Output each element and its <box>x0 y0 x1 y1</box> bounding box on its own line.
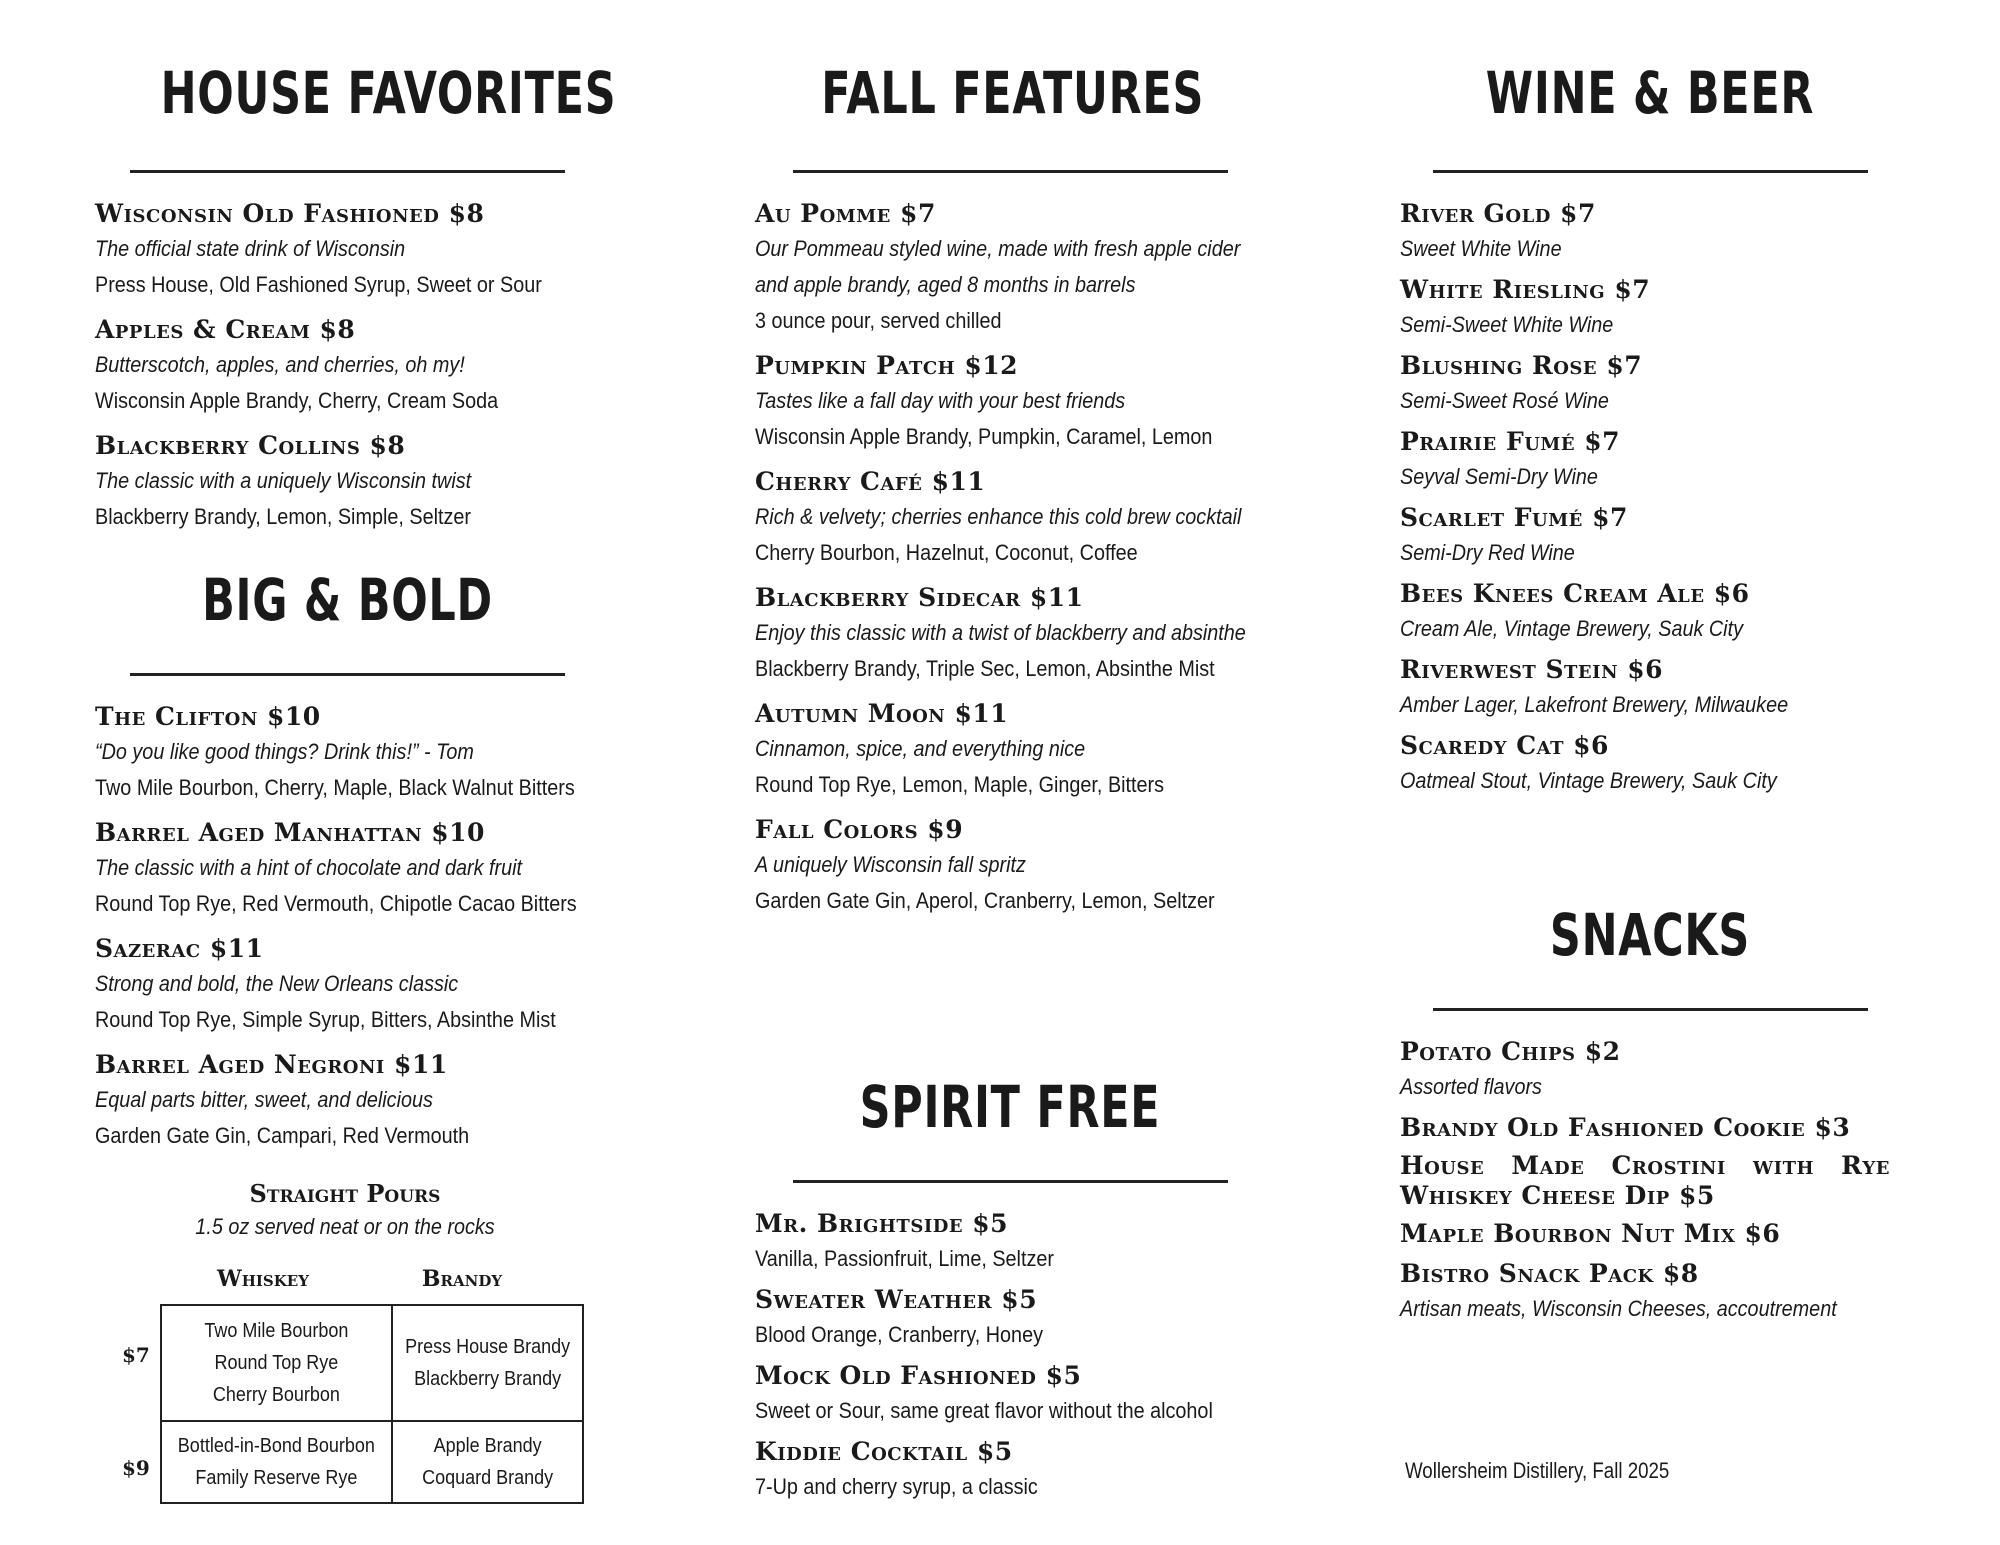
brandy-column-header: Brandy <box>421 1266 503 1292</box>
item-title: Bees Knees Cream Ale $6 <box>1400 579 1750 608</box>
fall-features-list <box>755 197 1265 919</box>
wine-beer-section <box>1400 58 1900 805</box>
item-title: Blushing Rose $7 <box>1400 351 1643 380</box>
cell-line: Bottled-in-Bond Bourbon <box>177 1435 375 1457</box>
menu-item <box>755 349 1265 455</box>
item-ingredients: Cherry Bourbon, Hazelnut, Coconut, Coffee <box>755 540 1138 565</box>
spirit-free-section <box>755 1072 1265 1511</box>
menu-item <box>95 932 600 1038</box>
item-ingredients: Wisconsin Apple Brandy, Cherry, Cream Soda <box>95 388 499 413</box>
spirit-free-list <box>755 1207 1265 1505</box>
item-title: Wisconsin Old Fashioned $8 <box>95 199 485 228</box>
menu-item <box>1400 1035 1900 1105</box>
menu-item <box>95 429 600 535</box>
table-row <box>161 1421 583 1503</box>
table-cell <box>392 1421 583 1503</box>
item-title: River Gold $7 <box>1400 199 1596 228</box>
item-title: Blackberry Collins $8 <box>95 431 406 460</box>
item-ingredients: Vanilla, Passionfruit, Lime, Seltzer <box>755 1246 1054 1271</box>
fall-features-heading: FALL FEATURES <box>821 59 1205 127</box>
item-ingredients: Blood Orange, Cranberry, Honey <box>755 1322 1043 1347</box>
menu-item <box>755 1435 1265 1505</box>
item-ingredients: Blackberry Brandy, Lemon, Simple, Seltzer <box>95 504 471 529</box>
big-bold-heading: BIG & BOLD <box>202 566 493 634</box>
big-bold-list <box>95 700 600 1154</box>
cell-line: Press House Brandy <box>404 1336 570 1358</box>
menu-item <box>1400 1111 1900 1145</box>
house-favorites-heading: HOUSE FAVORITES <box>160 59 617 127</box>
item-title: House Made Crostini with Rye Whiskey Cheese Dip $5 <box>1400 1151 1890 1210</box>
item-description: Semi-Sweet White Wine <box>1400 312 1614 337</box>
item-description: The classic with a hint of chocolate and dark fruit <box>95 855 523 880</box>
footer-text: Wollersheim Distillery, Fall 2025 <box>1405 1458 1670 1483</box>
menu-item <box>1400 1257 1900 1327</box>
item-title: Blackberry Sidecar $11 <box>755 583 1084 612</box>
item-title: The Clifton $10 <box>95 702 321 731</box>
item-description: Butterscotch, apples, and cherries, oh my! <box>95 352 465 377</box>
cell-line: Cherry Bourbon <box>212 1384 340 1406</box>
item-ingredients: Round Top Rye, Lemon, Maple, Ginger, Bitters <box>755 772 1165 797</box>
item-ingredients: Two Mile Bourbon, Cherry, Maple, Black Walnut Bitters <box>95 775 575 800</box>
house-favorites-list <box>95 197 600 535</box>
item-title: Bistro Snack Pack $8 <box>1400 1259 1699 1288</box>
menu-item <box>95 197 600 303</box>
item-ingredients: 7-Up and cherry syrup, a classic <box>755 1474 1038 1499</box>
item-title: Fall Colors $9 <box>755 815 964 844</box>
table-cell <box>161 1305 392 1421</box>
snacks-section <box>1400 900 1900 1333</box>
item-title: Potato Chips $2 <box>1400 1037 1621 1066</box>
menu-item <box>1400 197 1900 267</box>
wine-beer-heading: WINE & BEER <box>1485 59 1815 127</box>
item-ingredients: Garden Gate Gin, Aperol, Cranberry, Lemon, Seltzer <box>755 888 1215 913</box>
item-title: White Riesling $7 <box>1400 275 1651 304</box>
item-description: Artisan meats, Wisconsin Cheeses, accoutrement <box>1400 1296 1837 1321</box>
straight-pours-subtitle: 1.5 oz served neat or on the rocks <box>195 1214 495 1239</box>
item-description: A uniquely Wisconsin fall spritz <box>755 852 1026 877</box>
snacks-heading: SNACKS <box>1549 901 1751 969</box>
menu-item <box>755 1359 1265 1429</box>
item-description: Semi-Sweet Rosé Wine <box>1400 388 1609 413</box>
item-description: Cream Ale, Vintage Brewery, Sauk City <box>1400 616 1743 641</box>
item-description: Sweet White Wine <box>1400 236 1562 261</box>
item-title: Maple Bourbon Nut Mix $6 <box>1400 1219 1781 1248</box>
menu-item <box>95 700 600 806</box>
menu-item <box>755 697 1265 803</box>
menu-item <box>1400 1217 1900 1251</box>
item-description: The official state drink of Wisconsin <box>95 236 406 261</box>
item-description: Equal parts bitter, sweet, and delicious <box>95 1087 433 1112</box>
straight-pours-section <box>110 1178 580 1518</box>
item-ingredients: Garden Gate Gin, Campari, Red Vermouth <box>95 1123 470 1148</box>
item-ingredients: Press House, Old Fashioned Syrup, Sweet or Sour <box>95 272 542 297</box>
fall-features-section <box>755 58 1265 929</box>
menu-item <box>95 313 600 419</box>
item-title: Kiddie Cocktail $5 <box>755 1437 1013 1466</box>
wine-beer-list <box>1400 197 1900 799</box>
menu-item <box>1400 1151 1900 1211</box>
divider <box>1433 1008 1868 1011</box>
menu-item <box>1400 425 1900 495</box>
item-description: “Do you like good things? Drink this!” - Tom <box>95 739 474 764</box>
item-title: Barrel Aged Manhattan $10 <box>95 818 485 847</box>
item-description: The classic with a uniquely Wisconsin twist <box>95 468 472 493</box>
divider <box>130 673 565 676</box>
table-cell <box>392 1305 583 1421</box>
item-title: Scarlet Fumé $7 <box>1400 503 1628 532</box>
cell-line: Coquard Brandy <box>421 1467 553 1489</box>
menu-item <box>1400 729 1900 799</box>
divider <box>793 170 1228 173</box>
item-description: Tastes like a fall day with your best friends <box>755 388 1126 413</box>
item-ingredients: 3 ounce pour, served chilled <box>755 308 1002 333</box>
spirit-free-heading: SPIRIT FREE <box>859 1073 1161 1141</box>
price-label: $9 <box>122 1456 150 1480</box>
menu-item <box>755 581 1265 687</box>
menu-item <box>1400 501 1900 571</box>
cell-line: Blackberry Brandy <box>413 1368 561 1390</box>
item-ingredients: Blackberry Brandy, Triple Sec, Lemon, Absinthe Mist <box>755 656 1215 681</box>
item-description: and apple brandy, aged 8 months in barrels <box>755 272 1136 297</box>
item-description: Seyval Semi-Dry Wine <box>1400 464 1598 489</box>
cell-line: Apple Brandy <box>433 1435 542 1457</box>
item-description: Semi-Dry Red Wine <box>1400 540 1575 565</box>
menu-item <box>1400 273 1900 343</box>
menu-item <box>95 816 600 922</box>
item-title: Cherry Café $11 <box>755 467 986 496</box>
cell-line: Family Reserve Rye <box>195 1467 358 1489</box>
item-title: Riverwest Stein $6 <box>1400 655 1664 684</box>
item-ingredients: Round Top Rye, Red Vermouth, Chipotle Cacao Bitters <box>95 891 577 916</box>
menu-item <box>1400 653 1900 723</box>
item-title: Barrel Aged Negroni $11 <box>95 1050 448 1079</box>
divider <box>793 1180 1228 1183</box>
price-label: $7 <box>122 1343 150 1367</box>
menu-item <box>1400 577 1900 647</box>
item-title: Mock Old Fashioned $5 <box>755 1361 1082 1390</box>
item-title: Prairie Fumé $7 <box>1400 427 1621 456</box>
divider <box>1433 170 1868 173</box>
cell-line: Round Top Rye <box>214 1352 339 1374</box>
straight-pours-table <box>160 1304 584 1504</box>
menu-item <box>755 813 1265 919</box>
menu-item <box>755 197 1265 339</box>
item-description: Rich & velvety; cherries enhance this cold brew cocktail <box>755 504 1242 529</box>
whiskey-column-header: Whiskey <box>217 1266 309 1292</box>
item-title: Sazerac $11 <box>95 934 264 963</box>
item-title: Pumpkin Patch $12 <box>755 351 1019 380</box>
menu-item <box>1400 349 1900 419</box>
item-description: Amber Lager, Lakefront Brewery, Milwaukee <box>1400 692 1789 717</box>
item-title: Apples & Cream $8 <box>95 315 356 344</box>
item-description: Assorted flavors <box>1400 1074 1542 1099</box>
item-ingredients: Round Top Rye, Simple Syrup, Bitters, Absinthe Mist <box>95 1007 556 1032</box>
straight-pours-title: Straight Pours <box>249 1179 441 1208</box>
item-title: Scaredy Cat $6 <box>1400 731 1609 760</box>
item-title: Sweater Weather $5 <box>755 1285 1038 1314</box>
big-bold-section <box>95 565 600 1164</box>
item-title: Mr. Brightside $5 <box>755 1209 1009 1238</box>
snacks-list <box>1400 1035 1900 1327</box>
menu-item <box>755 1207 1265 1277</box>
item-description: Oatmeal Stout, Vintage Brewery, Sauk City <box>1400 768 1777 793</box>
table-row <box>161 1305 583 1421</box>
item-title: Autumn Moon $11 <box>755 699 1009 728</box>
house-favorites-section <box>95 58 617 545</box>
divider <box>130 170 565 173</box>
item-description: Enjoy this classic with a twist of blackberry and absinthe <box>755 620 1246 645</box>
menu-item <box>755 465 1265 571</box>
menu-item <box>755 1283 1265 1353</box>
item-description: Strong and bold, the New Orleans classic <box>95 971 459 996</box>
cell-line: Two Mile Bourbon <box>204 1320 349 1342</box>
table-cell <box>161 1421 392 1503</box>
item-title: Au Pomme $7 <box>755 199 936 228</box>
menu-item <box>95 1048 600 1154</box>
item-ingredients: Wisconsin Apple Brandy, Pumpkin, Caramel, Lemon <box>755 424 1213 449</box>
item-title: Brandy Old Fashioned Cookie $3 <box>1400 1113 1851 1142</box>
item-description: Cinnamon, spice, and everything nice <box>755 736 1086 761</box>
item-ingredients: Sweet or Sour, same great flavor without the alcohol <box>755 1398 1213 1423</box>
item-description: Our Pommeau styled wine, made with fresh apple cider <box>755 236 1241 261</box>
